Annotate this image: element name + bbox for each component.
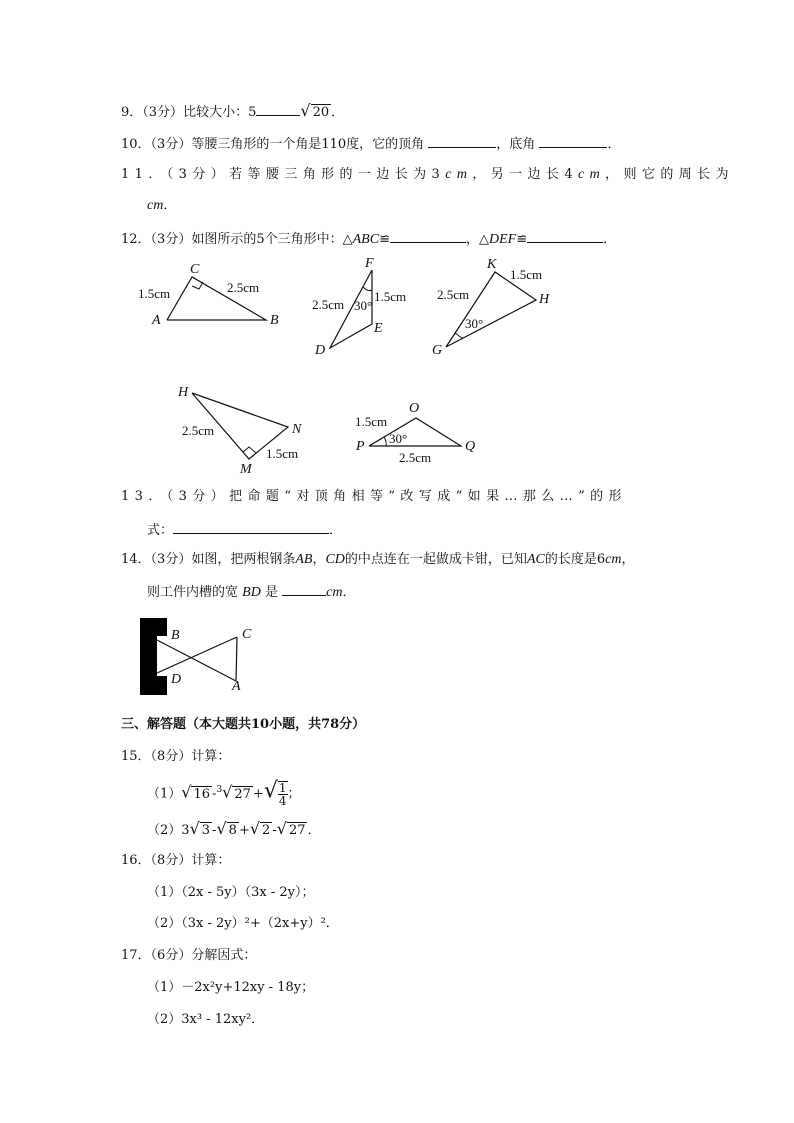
q15-p1-plus: + [252,786,264,802]
q17-text: 分解因式： [191,948,257,963]
q17-score: （6分） [150,948,192,963]
q11-text-b: ，另一边长 [472,167,565,182]
q13-score: （3分） [166,489,230,504]
q16-part-1 [147,884,315,902]
t3-angle-g: 30° [465,316,484,331]
q14-value: 6 [596,552,606,567]
section-3-title: 三、解答题（本大题共10小题，共78分） [121,717,366,732]
q9-text: 比较大小： [183,105,249,120]
question-14-line-2 [147,582,355,602]
q14-score: （3分） [150,552,192,567]
q9-number: 9． [121,105,143,120]
q15-p1-root-index: 3 [216,785,223,796]
fig-point-a: A [232,679,241,694]
t3-vertex-h: H [539,292,550,307]
q15-p2-radicand-3: 2 [262,823,271,838]
t1-side-cb: 2.5cm [227,280,260,295]
q13-text-2: 式： [147,523,174,538]
caliper-figure [140,618,252,695]
q15-p2-radicand-1: 3 [201,823,211,838]
q15-p2-end: ． [307,823,321,838]
q15-p1-end: ； [287,786,301,802]
t2-vertex-e: E [374,321,383,336]
q11-value-2: 4 [564,167,579,182]
t1-vertex-a: A [152,313,161,328]
q14-comma: ， [312,552,326,567]
fig-point-d: D [171,672,182,687]
q14-text-c: 的长度是 [544,552,597,567]
q11-score: （3分） [166,167,230,182]
question-17 [121,947,256,965]
question-16 [121,852,230,870]
q15-part-1 [147,778,301,808]
q15-p1-radical-2: √ [222,782,233,802]
question-15 [121,748,230,766]
triangle-hmn [177,385,302,477]
q14-bd: BD [242,585,261,600]
q12-abc: ABC [352,232,380,247]
q15-p2-radical-3: √ [249,819,261,838]
q11-unit-1: cm [445,167,473,182]
t2-side-df: 2.5cm [312,297,345,312]
q12-sep: ，△ [465,232,489,247]
t3-side-gk: 2.5cm [437,287,470,302]
q11-unit-3: cm [147,198,164,213]
q15-p2-coef: 3 [181,823,190,838]
q11-end: ． [163,198,177,213]
q12-congruent-2: ≌ [516,232,528,247]
q11-text-a: 若等腰三角形的一边长为 [229,167,432,182]
q9-score: （3分） [142,105,184,120]
q12-congruent-1: ≌ [379,232,390,247]
t2-vertex-d: D [315,343,326,358]
q15-part-2 [147,820,321,840]
q11-value-1: 3 [431,167,446,182]
q14-text-a: 如图，把两根钢条 [191,552,296,567]
q14-unit: cm [605,552,622,567]
q10-mid-text: ，底角 [496,137,536,152]
q15-p2-minus-2: - [272,823,277,838]
q17-p1-expression: －2x²y+12xy - 18y； [181,980,315,995]
q15-p2-radicand-2: 8 [228,823,237,838]
t1-vertex-b: B [270,313,279,328]
q16-score: （8分） [150,853,192,868]
q17-part-2 [147,1011,264,1029]
q17-part-1 [147,979,314,997]
q16-p2-expression: （3x - 2y）²+（2x+y）²． [181,916,339,931]
q15-p2-plus: + [238,823,250,838]
q16-p1-expression: （2x - 5y）（3x - 2y）； [181,885,315,900]
q15-p2-radical-4: √ [276,819,287,838]
q15-p1-radical-3: √ [263,778,278,804]
q14-end-2: ． [342,585,356,600]
q9-left-value: 5 [248,105,257,120]
q12-text: 如图所示的5个三角形中：△ [191,232,353,247]
t2-vertex-f: F [365,256,374,271]
q17-p2-expression: 3x³ - 12xy²． [181,1012,265,1027]
q12-score: （3分） [150,232,192,247]
q11-unit-2: cm [578,167,606,182]
t2-angle-f: 30° [354,298,373,313]
q14-ab: AB [295,552,313,567]
triangle-ghk [432,257,550,358]
q15-p1-fraction [278,781,288,807]
q15-p1-minus: - [212,786,217,802]
q14-end: ， [621,552,635,567]
q9-radical-sign: √ [300,101,311,120]
q10-number: 10． [121,137,151,152]
t4-vertex-h: H [178,385,189,400]
q15-p2-label: （2） [147,823,182,838]
question-13 [121,488,627,506]
fig-point-b: B [171,628,180,643]
q13-text: 把命题“对顶角相等”改写成“如果…那么…”的形 [229,489,627,504]
q11-text-c: ，则它的周长为 [605,167,734,182]
q16-p2-label: （2） [147,916,182,931]
t5-side-pq: 2.5cm [399,450,432,465]
q16-text: 计算： [191,853,231,868]
q15-p1-label: （1） [147,786,182,802]
question-13-line-2 [147,520,342,540]
q10-score: （3分） [150,137,192,152]
q16-part-2 [147,915,339,933]
q13-number: 13． [121,489,167,504]
question-14 [121,551,634,569]
q15-p1-radicand-1: 16 [193,786,211,802]
q15-number: 15． [121,749,151,764]
q16-number: 16． [121,853,151,868]
q14-cd: CD [325,552,345,567]
q14-ac: AC [526,552,545,567]
q12-def: DEF [488,232,517,247]
t5-side-po: 1.5cm [355,414,388,429]
t5-vertex-p: P [356,439,365,454]
q17-p1-label: （1） [147,980,182,995]
triangle-def [312,256,406,358]
q15-text: 计算： [191,749,231,764]
t5-vertex-o: O [409,401,420,416]
t5-vertex-q: Q [465,439,476,454]
triangle-abc [138,262,279,328]
q15-p1-numerator: 1 [278,781,287,795]
q9-end: ． [331,105,345,120]
q17-p2-label: （2） [147,1012,182,1027]
q14-text-2b: 是 [264,585,278,600]
q15-p1-radicand-2: 27 [234,786,251,802]
q14-answer-blank[interactable] [282,582,326,596]
q9-radicand: 20 [312,105,330,120]
q14-text-2: 则工件内槽的宽 [147,585,239,600]
t1-vertex-c: C [190,262,200,277]
q15-p2-radical-2: √ [216,819,227,838]
q15-score: （8分） [150,749,192,764]
q14-text-b: 的中点连在一起做成卡钳，已知 [344,552,527,567]
t2-side-fe: 1.5cm [374,289,407,304]
t1-side-ac: 1.5cm [138,286,171,301]
q15-p2-radical-1: √ [189,819,200,838]
t4-vertex-m: M [240,462,252,477]
fig-point-c: C [242,627,252,642]
q17-number: 17． [121,948,151,963]
t3-side-kh: 1.5cm [510,267,543,282]
t3-vertex-g: G [432,343,443,358]
triangle-opq [355,401,475,465]
q15-p2-radicand-4: 27 [288,823,306,838]
q15-p1-radical-1: √ [181,782,192,802]
t5-angle-p: 30° [389,431,408,446]
q13-answer-blank[interactable] [173,520,329,534]
q15-p1-denominator: 4 [278,794,287,808]
q13-end: ． [329,523,343,538]
q14-unit-2: cm [326,585,343,600]
t3-vertex-k: K [487,257,497,272]
q12-end: ． [603,232,617,247]
t4-side-hm: 2.5cm [182,423,215,438]
q15-p2-minus-1: - [212,823,217,838]
t4-side-mn: 1.5cm [266,446,299,461]
q14-number: 14． [121,552,151,567]
workpiece-block [140,618,167,695]
q16-p1-label: （1） [147,885,182,900]
q12-number: 12． [121,232,151,247]
t4-vertex-n: N [292,422,302,437]
q10-end: ． [607,137,621,152]
q10-text: 等腰三角形的一个角是110度，它的顶角 [191,137,425,152]
q11-number: 11． [121,167,167,182]
